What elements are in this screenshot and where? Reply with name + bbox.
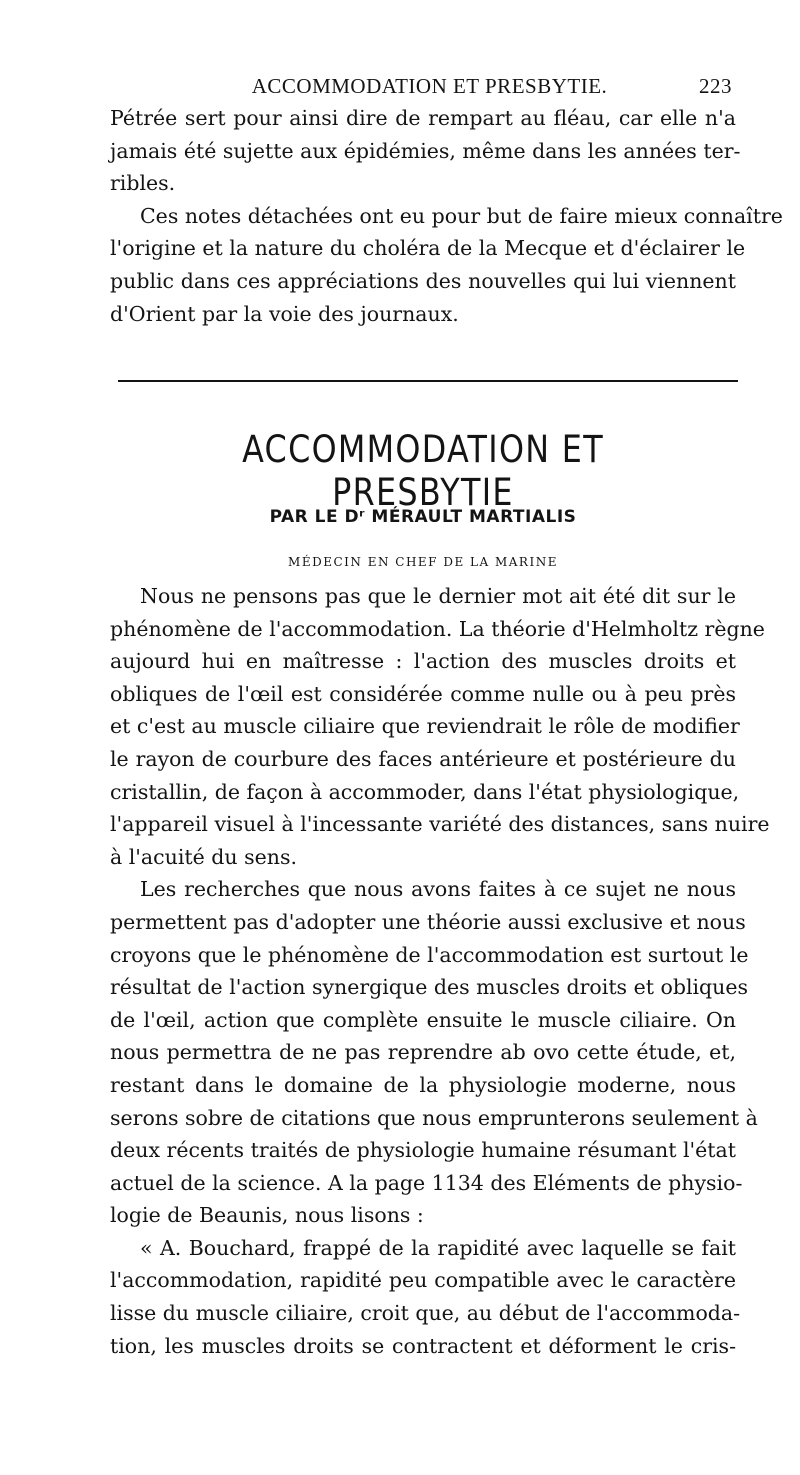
text-line: actuel de la science. A la page 1134 des Eléments de physio- [110,1170,743,1195]
text-line: nous permettra de ne pas reprendre ab ovo cette étude, et, [110,1040,736,1065]
text-line: Les recherches que nous avons faites à ce sujet ne nous [140,877,736,902]
text-line: de l'œil, action que complète ensuite le muscle ciliaire. On [110,1007,736,1032]
text-line: Pétrée sert pour ainsi dire de rempart au fléau, car elle n'a [110,106,736,130]
text-line: permettent pas d'adopter une théorie aussi exclusive et nous [110,909,746,934]
text-line: lisse du muscle ciliaire, croit que, au début de l'accommoda- [110,1301,741,1326]
article-body [110,580,770,1362]
text-line: tion, les muscles droits se contractent et déforment le cris- [110,1333,736,1358]
running-title: ACCOMMODATION ET PRESBYTIE. [251,74,608,98]
intro-text [110,102,783,330]
text-line: croyons que le phénomène de l'accommodation est surtout le [110,942,749,967]
text-line: le rayon de courbure des faces antérieure et postérieure du [110,746,736,771]
author-affiliation: MÉDECIN EN CHEF DE LA MARINE [288,555,558,569]
text-line: l'accommodation, rapidité peu compatible avec le caractère [110,1268,736,1293]
text-line: l'origine et la nature du choléra de la Mecque et d'éclairer le [110,236,746,261]
text-line: d'Orient par la voie des journaux. [110,301,459,326]
text-line: obliques de l'œil est considérée comme nulle ou à peu près [110,681,736,706]
text-line: Ces notes détachées ont eu pour but de faire mieux connaître [140,203,783,228]
section-divider [118,380,738,382]
text-line: deux récents traités de physiologie humaine résumant l'état [110,1138,736,1163]
text-line: phénomène de l'accommodation. La théorie d'Helmholtz règne [110,616,765,641]
article-byline: PAR LE Dʳ MÉRAULT MARTIALIS [269,507,577,527]
text-line: public dans ces appréciations des nouvelles qui lui viennent [110,268,736,293]
page-number: 223 [699,74,732,98]
text-line: l'appareil visuel à l'incessante variété des distances, sans nuire [110,812,770,837]
text-line: ribles. [110,171,176,196]
text-line: à l'acuité du sens. [110,844,298,869]
running-head [120,74,732,99]
text-line: résultat de l'action synergique des muscles droits et obliques [110,975,749,1000]
text-line: aujourd hui en maîtresse : l'action des muscles droits et [110,649,736,674]
article-title: ACCOMMODATION ET PRESBYTIE [242,428,604,514]
text-line: cristallin, de façon à accommoder, dans l'état physiologique, [110,779,740,804]
text-line: Nous ne pensons pas que le dernier mot ait été dit sur le [140,584,736,608]
text-line: « A. Bouchard, frappé de la rapidité avec laquelle se fait [140,1235,736,1260]
text-line: et c'est au muscle ciliaire que reviendrait le rôle de modifier [110,714,740,739]
text-line: serons sobre de citations que nous emprunterons seulement à [110,1105,758,1130]
text-line: restant dans le domaine de la physiologie moderne, nous [110,1072,736,1097]
text-line: jamais été sujette aux épidémies, même dans les années ter- [110,138,741,163]
text-line: logie de Beaunis, nous lisons : [110,1203,424,1228]
